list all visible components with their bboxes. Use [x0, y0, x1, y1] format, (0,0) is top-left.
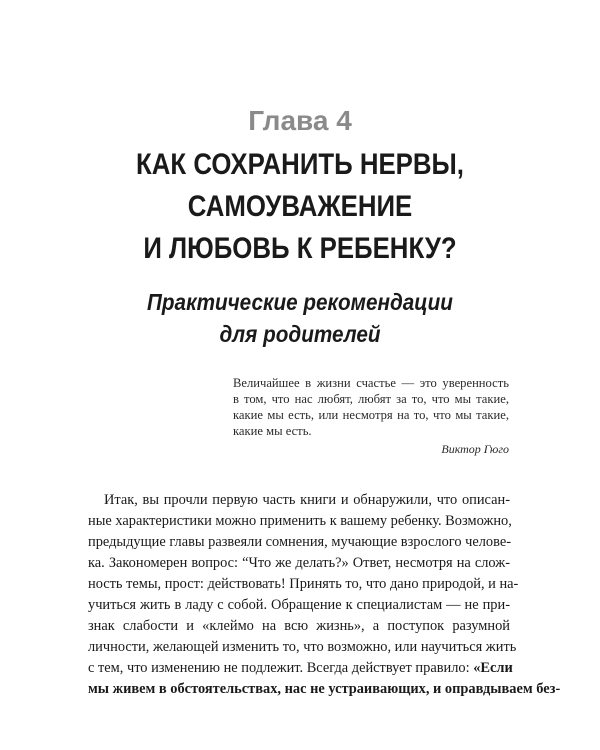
epigraph-line: какие мы есть.: [233, 424, 312, 438]
body-line-text: с тем, что изменению не подлежит. Всегда действует правило:: [88, 660, 474, 676]
body-line: ные характеристики можно применить к вашему ребенку. Возможно,: [88, 513, 512, 529]
epigraph-line: в том, что нас любят, любят за то, что мы такие,: [233, 392, 509, 406]
body-line: ность темы, прост: действовать! Принять то, что дано природой, и на-: [88, 576, 519, 592]
body-line: [88, 658, 513, 679]
body-paragraph: [88, 490, 561, 700]
body-line: знак слабости и «клеймо на всю жизнь», а поступок разумной: [88, 618, 510, 634]
epigraph-line: Величайшее в жизни счастье — это уверенность: [233, 376, 509, 390]
chapter-title-line: КАК СОХРАНИТЬ НЕРВЫ,: [136, 148, 464, 181]
chapter-title: [42, 144, 558, 270]
body-line: учиться жить в ладу с собой. Обращение к специалистам — не при-: [88, 597, 510, 613]
body-bold-text: «Если: [473, 660, 513, 676]
chapter-label: Глава 4: [248, 105, 352, 136]
chapter-title-line: И ЛЮБОВЬ К РЕБЕНКУ?: [143, 232, 457, 265]
chapter-subtitle: [30, 286, 570, 350]
epigraph-author: Виктор Гюго: [441, 442, 509, 456]
chapter-title-line: САМОУВАЖЕНИЕ: [187, 190, 413, 223]
chapter-subtitle-line: для родителей: [219, 321, 381, 347]
body-line: Итак, вы прочли первую часть книги и обнаружили, что описан-: [104, 492, 510, 508]
body-line: предыдущие главы развеяли сомнения, мучающие взрослого челове-: [88, 534, 512, 550]
epigraph-line: какие мы есть, или несмотря на то, что мы такие,: [233, 408, 509, 422]
body-line: ка. Закономерен вопрос: “Что же делать?» Ответ, несмотря на слож-: [88, 555, 510, 571]
body-line: личности, желающей изменить то, что возможно, или научиться жить: [88, 639, 517, 655]
epigraph: [233, 375, 509, 457]
body-line-bold: мы живем в обстоятельствах, нас не устраивающих, и оправдываем без-: [88, 681, 561, 697]
chapter-subtitle-line: Практические рекомендации: [147, 289, 453, 315]
